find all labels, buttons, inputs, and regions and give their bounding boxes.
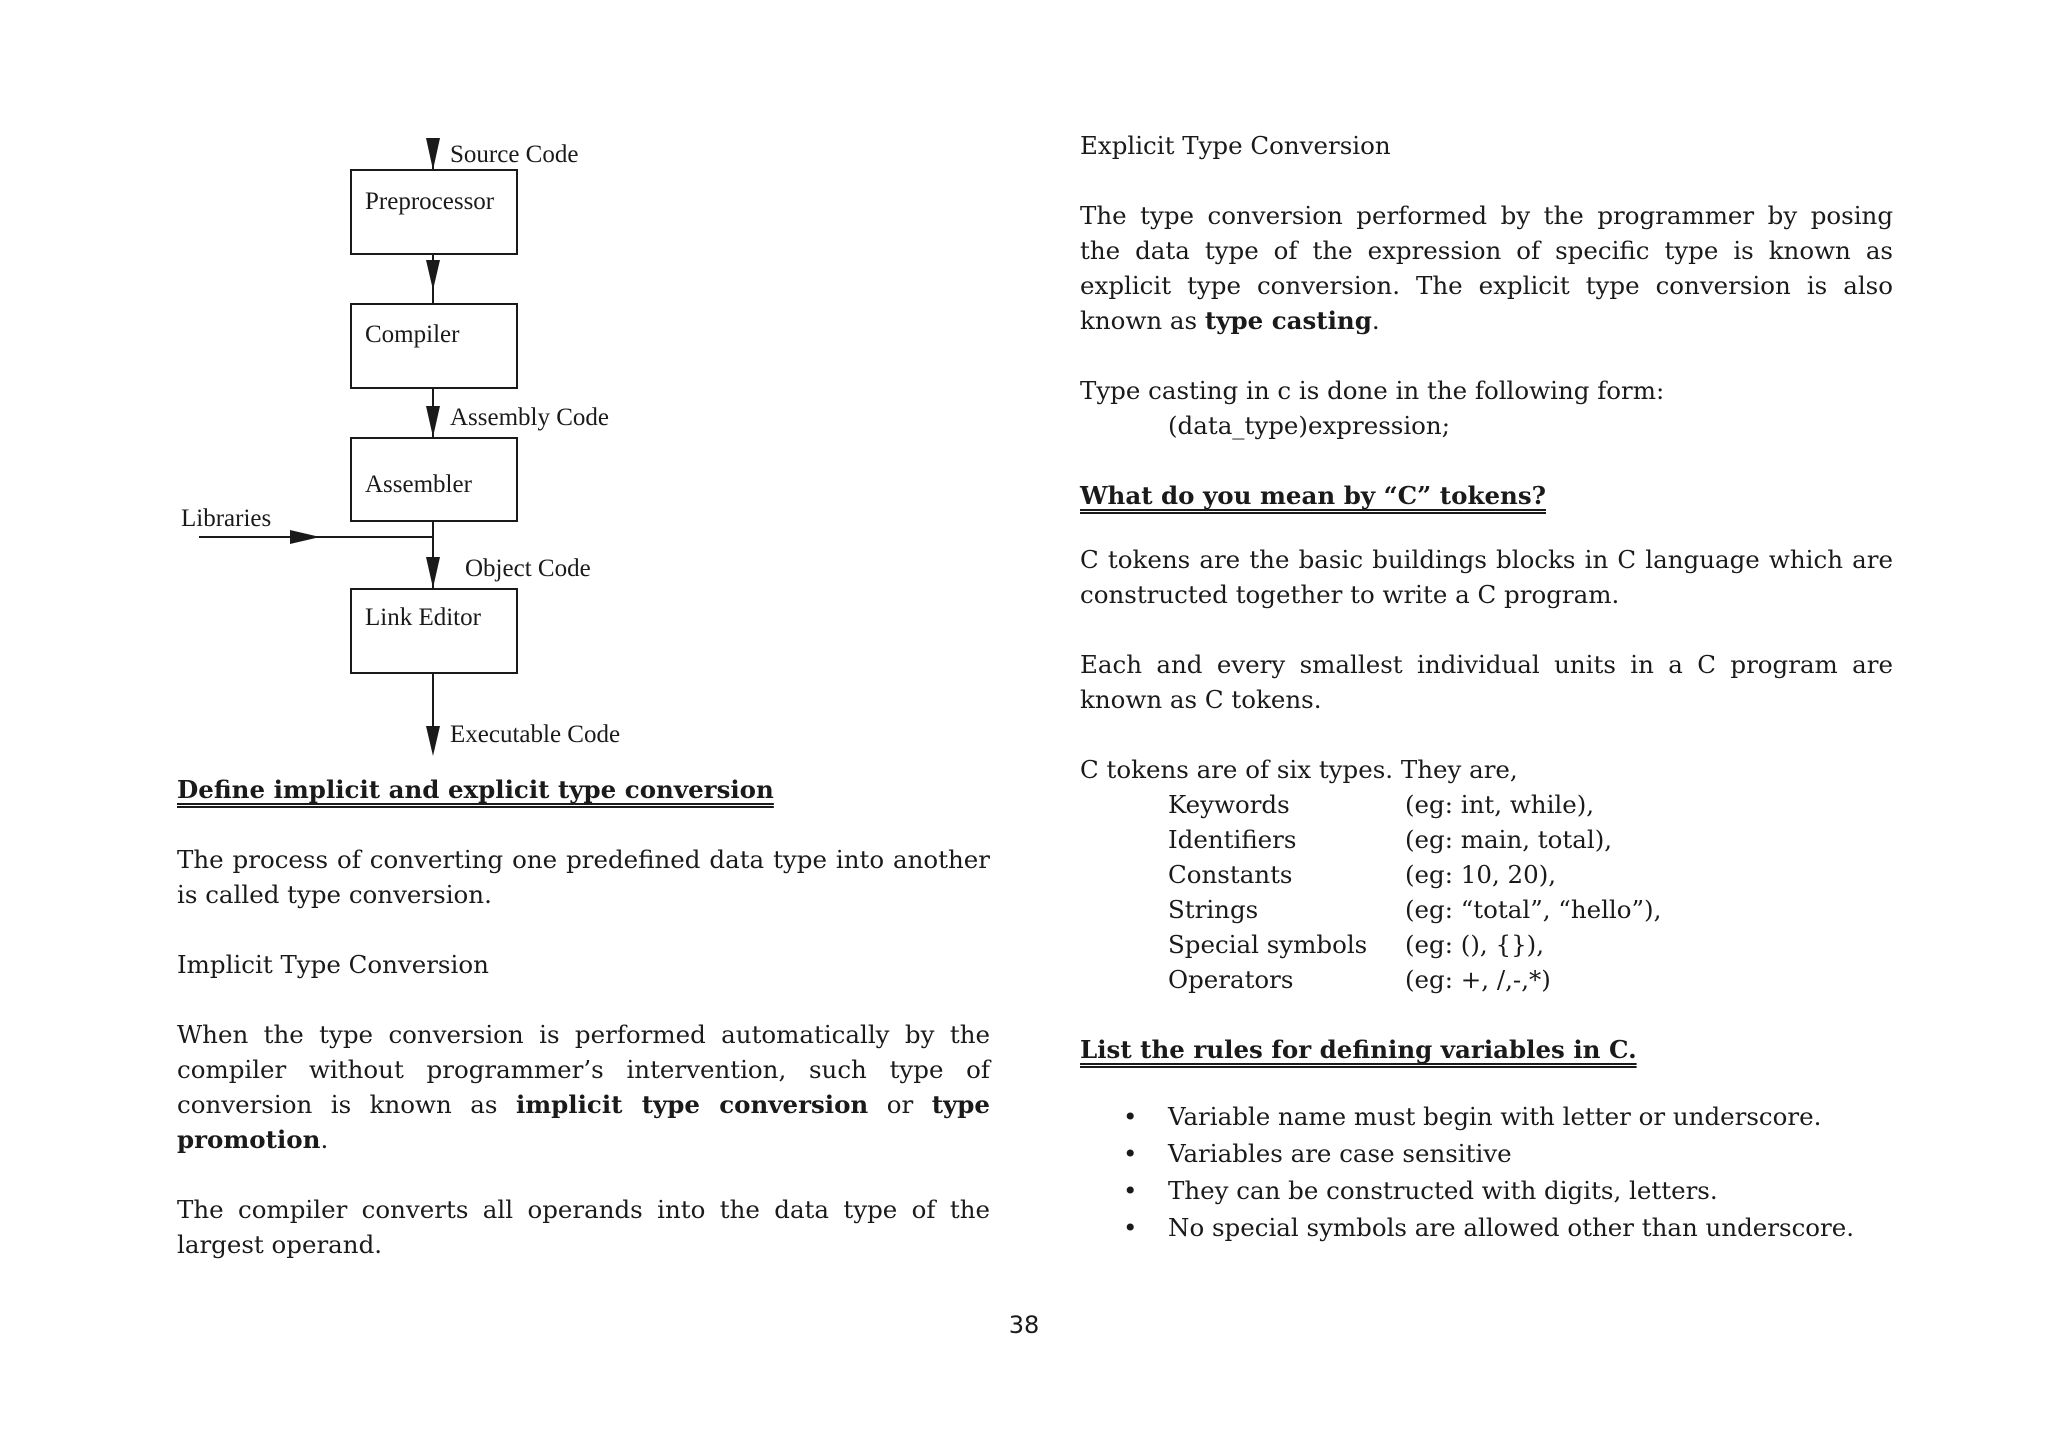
implicit-line-1: When the type conversion is performed automatically by the (177, 1020, 990, 1049)
token-types-intro: C tokens are of six types. They are, (1080, 755, 1518, 784)
arrow-object (426, 557, 440, 588)
tokens-p2-line-2: known as C tokens. (1080, 685, 1322, 714)
assembly-code-label: Assembly Code (450, 404, 610, 431)
left-column (177, 772, 990, 1262)
object-code-label: Object Code (465, 555, 591, 582)
list-item: Keywords (eg: int, while), (1168, 790, 1595, 819)
explicit-line-3: explicit type conversion. The explicit type conversion is also (1080, 271, 1893, 300)
arrow-libraries (290, 530, 320, 544)
page-number: 38 (1008, 1311, 1040, 1339)
list-item: • They can be constructed with digits, letters. (1168, 1172, 1893, 1209)
arrow-executable (426, 726, 440, 756)
link-editor-label: Link Editor (365, 604, 481, 631)
arrow-source (426, 138, 440, 170)
explicit-line-2: the data type of the expression of specific type is known as (1080, 236, 1893, 265)
intro-line-2: is called type conversion. (177, 880, 492, 909)
list-item: Special symbols (eg: (), {}), (1168, 930, 1544, 959)
list-item: • Variable name must begin with letter or underscore. (1168, 1098, 1893, 1135)
explicit-line-4: known as type casting. (1080, 306, 1380, 335)
type-casting-term: type casting (1204, 306, 1372, 335)
arrow-assembly (426, 406, 440, 437)
compiler-line-2: largest operand. (177, 1230, 383, 1259)
type-term: type (931, 1090, 990, 1119)
list-item: Identifiers (eg: main, total), (1168, 825, 1613, 854)
casting-form: (data_type)expression; (1168, 411, 1450, 440)
casting-line: Type casting in c is done in the following form: (1080, 376, 1665, 405)
tokens-heading: What do you mean by “C” tokens? (1080, 481, 1546, 510)
compiler-line-1: The compiler converts all operands into the data type of the (177, 1195, 990, 1224)
intro-line-1: The process of converting one predefined data type into another (177, 845, 990, 874)
promotion-term: promotion (177, 1125, 321, 1154)
assembler-label: Assembler (365, 471, 472, 498)
compiler-label: Compiler (365, 321, 460, 348)
implicit-title: Implicit Type Conversion (177, 950, 489, 979)
source-code-label: Source Code (450, 141, 579, 168)
explicit-line-1: The type conversion performed by the programmer by posing (1080, 201, 1893, 230)
implicit-line-3: conversion is known as implicit type conversion or type (177, 1090, 990, 1119)
rules-heading: List the rules for defining variables in C. (1080, 1035, 1637, 1064)
link-editor-box (351, 589, 517, 673)
list-item: Operators (eg: +, /,-,*) (1168, 965, 1551, 994)
right-column (1080, 128, 1893, 1246)
tokens-p1-line-1: C tokens are the basic buildings blocks in C language which are (1080, 545, 1893, 574)
executable-code-label: Executable Code (450, 721, 621, 748)
implicit-line-2: compiler without programmer’s intervention, such type of (177, 1055, 990, 1084)
list-item: • No special symbols are allowed other than underscore. (1168, 1209, 1893, 1246)
explicit-title: Explicit Type Conversion (1080, 131, 1391, 160)
list-item: Constants (eg: 10, 20), (1168, 860, 1557, 889)
implicit-line-4: promotion. (177, 1125, 329, 1154)
tokens-p1-line-2: constructed together to write a C program. (1080, 580, 1620, 609)
token-types-list (1080, 787, 1893, 997)
arrow-preprocessor-compiler (426, 260, 440, 290)
preprocessor-label: Preprocessor (365, 188, 495, 215)
list-item: • Variables are case sensitive (1168, 1135, 1893, 1172)
type-conversion-heading: Define implicit and explicit type conversion (177, 775, 774, 804)
list-item: Strings (eg: “total”, “hello”), (1168, 895, 1662, 924)
rules-list (1080, 1098, 1893, 1246)
tokens-p2-line-1: Each and every smallest individual units in a C program are (1080, 650, 1893, 679)
libraries-label: Libraries (181, 505, 272, 532)
compilation-flow-diagram (0, 0, 700, 780)
implicit-type-conversion-term: implicit type conversion (515, 1090, 869, 1119)
